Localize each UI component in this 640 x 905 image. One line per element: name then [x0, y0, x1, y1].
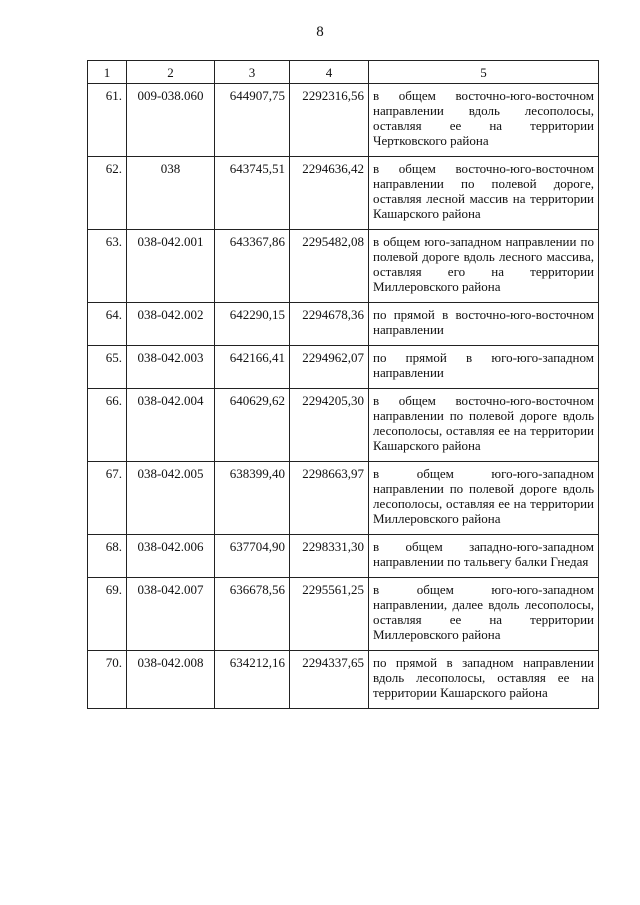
point-code-cell: 038-042.006 [127, 535, 215, 578]
table-row [88, 651, 599, 709]
y-coordinate-cell: 2294636,42 [290, 157, 369, 230]
table-row [88, 389, 599, 462]
row-number-cell: 68. [88, 535, 127, 578]
row-number-cell: 62. [88, 157, 127, 230]
y-coordinate-cell: 2295561,25 [290, 578, 369, 651]
column-header: 5 [369, 61, 599, 84]
y-coordinate-cell: 2294678,36 [290, 303, 369, 346]
table-row [88, 535, 599, 578]
column-header: 2 [127, 61, 215, 84]
description-cell: в общем юго-юго-западном направлении по полевой дороге вдоль лесополосы, оставляя ее на территории Миллеровского района [369, 462, 599, 535]
page-number: 8 [316, 24, 324, 40]
row-number-cell: 65. [88, 346, 127, 389]
table-row [88, 303, 599, 346]
row-number-cell: 67. [88, 462, 127, 535]
point-code-cell: 038-042.007 [127, 578, 215, 651]
column-header: 4 [290, 61, 369, 84]
y-coordinate-cell: 2294337,65 [290, 651, 369, 709]
x-coordinate-cell: 643367,86 [215, 230, 290, 303]
column-header: 3 [215, 61, 290, 84]
point-code-cell: 038-042.001 [127, 230, 215, 303]
table-row [88, 462, 599, 535]
boundary-table [87, 60, 599, 709]
point-code-cell: 038-042.004 [127, 389, 215, 462]
table-row [88, 578, 599, 651]
description-cell: по прямой в западном направлении вдоль лесополосы, оставляя ее на территории Кашарского района [369, 651, 599, 709]
x-coordinate-cell: 642166,41 [215, 346, 290, 389]
row-number-cell: 70. [88, 651, 127, 709]
point-code-cell: 038 [127, 157, 215, 230]
y-coordinate-cell: 2294205,30 [290, 389, 369, 462]
row-number-cell: 63. [88, 230, 127, 303]
point-code-cell: 038-042.002 [127, 303, 215, 346]
description-cell: по прямой в восточно-юго-восточном направлении [369, 303, 599, 346]
row-number-cell: 61. [88, 84, 127, 157]
description-cell: в общем западно-юго-западном направлении по тальвегу балки Гнедая [369, 535, 599, 578]
description-cell: в общем восточно-юго-восточном направлении вдоль лесополосы, оставляя ее на территории Чертковского района [369, 84, 599, 157]
description-cell: по прямой в юго-юго-западном направлении [369, 346, 599, 389]
y-coordinate-cell: 2292316,56 [290, 84, 369, 157]
table-header-row [88, 61, 599, 84]
description-cell: в общем юго-юго-западном направлении, далее вдоль лесополосы, оставляя ее на территории Миллеровского района [369, 578, 599, 651]
row-number-cell: 69. [88, 578, 127, 651]
point-code-cell: 038-042.008 [127, 651, 215, 709]
point-code-cell: 038-042.005 [127, 462, 215, 535]
row-number-cell: 66. [88, 389, 127, 462]
x-coordinate-cell: 640629,62 [215, 389, 290, 462]
row-number-cell: 64. [88, 303, 127, 346]
table-row [88, 84, 599, 157]
y-coordinate-cell: 2298663,97 [290, 462, 369, 535]
y-coordinate-cell: 2294962,07 [290, 346, 369, 389]
x-coordinate-cell: 644907,75 [215, 84, 290, 157]
x-coordinate-cell: 637704,90 [215, 535, 290, 578]
column-header: 1 [88, 61, 127, 84]
table-row [88, 230, 599, 303]
x-coordinate-cell: 638399,40 [215, 462, 290, 535]
table-row [88, 346, 599, 389]
table-body [88, 84, 599, 709]
x-coordinate-cell: 634212,16 [215, 651, 290, 709]
point-code-cell: 009-038.060 [127, 84, 215, 157]
x-coordinate-cell: 643745,51 [215, 157, 290, 230]
x-coordinate-cell: 636678,56 [215, 578, 290, 651]
table-row [88, 157, 599, 230]
description-cell: в общем восточно-юго-восточном направлении по полевой дороге вдоль лесополосы, оставляя ее на территории Кашарского района [369, 389, 599, 462]
y-coordinate-cell: 2295482,08 [290, 230, 369, 303]
description-cell: в общем восточно-юго-восточном направлении по полевой дороге, оставляя лесной массив на территории Кашарского района [369, 157, 599, 230]
point-code-cell: 038-042.003 [127, 346, 215, 389]
y-coordinate-cell: 2298331,30 [290, 535, 369, 578]
description-cell: в общем юго-западном направлении по полевой дороге вдоль лесного массива, оставляя его на территории Миллеровского района [369, 230, 599, 303]
x-coordinate-cell: 642290,15 [215, 303, 290, 346]
